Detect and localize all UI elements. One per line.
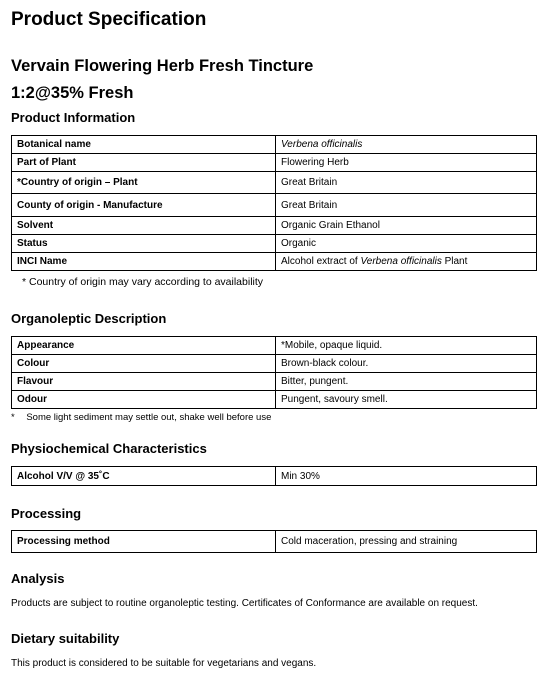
inci-suffix: Plant (441, 256, 468, 267)
note-bullet: * (11, 412, 15, 423)
dietary-heading: Dietary suitability (11, 631, 120, 646)
table-row (12, 355, 537, 373)
table-row (12, 531, 537, 553)
row-value (276, 136, 537, 154)
row-key: Status (12, 235, 276, 253)
row-value: *Mobile, opaque liquid. (276, 337, 537, 355)
table-row (12, 337, 537, 355)
row-key: Flavour (12, 373, 276, 391)
row-value: Pungent, savoury smell. (276, 391, 537, 409)
inci-prefix: Alcohol extract of (281, 256, 361, 267)
row-value: Organic Grain Ethanol (276, 217, 537, 235)
row-value: Cold maceration, pressing and straining (276, 531, 537, 553)
row-value: Great Britain (276, 194, 537, 217)
organoleptic-heading: Organoleptic Description (11, 311, 167, 326)
physiochemical-table (11, 466, 537, 486)
organoleptic-table (11, 336, 537, 409)
processing-heading: Processing (11, 506, 82, 521)
product-name-line2: 1:2@35% Fresh (11, 84, 134, 102)
product-info-heading: Product Information (11, 110, 136, 125)
sediment-note-text: Some light sediment may settle out, shake well before use (26, 412, 272, 423)
page-title: Product Specification (11, 9, 207, 30)
row-key: Solvent (12, 217, 276, 235)
product-name-line1: Vervain Flowering Herb Fresh Tincture (11, 57, 314, 75)
row-key: Appearance (12, 337, 276, 355)
row-key: INCI Name (12, 253, 276, 271)
row-key: Botanical name (12, 136, 276, 154)
physiochemical-heading: Physiochemical Characteristics (11, 441, 207, 456)
row-key: *Country of origin – Plant (12, 172, 276, 194)
row-value: Brown-black colour. (276, 355, 537, 373)
table-row (12, 136, 537, 154)
origin-note: * Country of origin may vary according to availability (22, 276, 264, 288)
row-key: County of origin - Manufacture (12, 194, 276, 217)
product-info-table (11, 135, 537, 271)
botanical-name-value: Verbena officinalis (281, 139, 363, 150)
inci-italic: Verbena officinalis (360, 256, 442, 267)
row-key: Part of Plant (12, 154, 276, 172)
row-value: Great Britain (276, 172, 537, 194)
table-row (12, 194, 537, 217)
table-row (12, 373, 537, 391)
row-key: Odour (12, 391, 276, 409)
row-value: Min 30% (276, 467, 537, 486)
analysis-text: Products are subject to routine organoleptic testing. Certificates of Conformance are available on request. (11, 598, 478, 609)
row-value: Organic (276, 235, 537, 253)
processing-table (11, 530, 537, 553)
analysis-heading: Analysis (11, 571, 65, 586)
row-key: Processing method (12, 531, 276, 553)
table-row (12, 391, 537, 409)
table-row (12, 235, 537, 253)
sediment-note (11, 412, 271, 423)
table-row (12, 467, 537, 486)
row-key: Colour (12, 355, 276, 373)
dietary-text: This product is considered to be suitable for vegetarians and vegans. (11, 658, 317, 669)
table-row (12, 154, 537, 172)
row-key: Alcohol V/V @ 35˚C (12, 467, 276, 486)
table-row (12, 217, 537, 235)
row-value (276, 253, 537, 271)
table-row (12, 253, 537, 271)
row-value: Bitter, pungent. (276, 373, 537, 391)
row-value: Flowering Herb (276, 154, 537, 172)
table-row (12, 172, 537, 194)
